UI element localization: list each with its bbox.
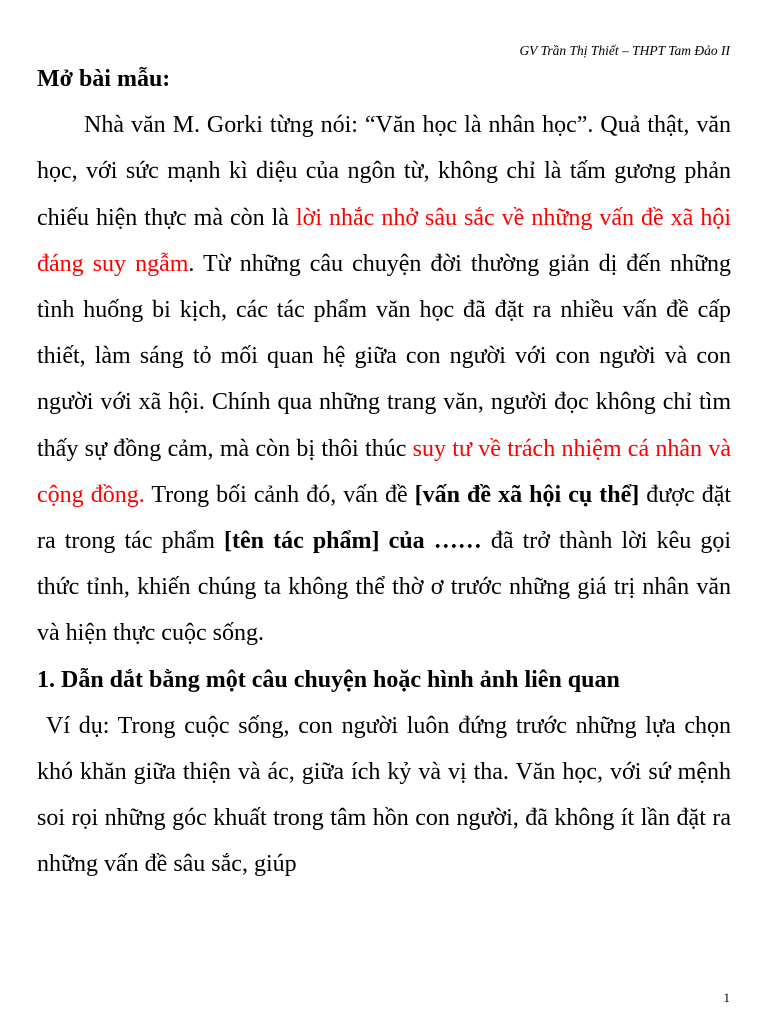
intro-text-2: . Từ những câu chuyện đời thường giản dị đến những tình huống bi kịch, các tác phẩm văn học đã đặt ra nhiều vấn đề cấp thiết, làm sáng tỏ mối quan hệ giữa con người với con người và con người với xã hội. Chính qua những trang văn, người đọc không chỉ tìm thấy sự đồng cảm, mà còn bị thôi thúc — [37, 250, 731, 462]
intro-text-1: Nhà văn M. Gorki từng nói: “Văn học là nhân học”. Quả thật, văn học, với sức mạnh kì diệu của ngôn từ, không chỉ là tấm gương phản chiếu hiện thực mà còn là — [37, 112, 731, 231]
header-author-note: GV Trần Thị Thiết – THPT Tam Đảo II — [519, 43, 730, 58]
highlight-red-2: suy tư về trách nhiệm cá nhân và cộng đồng. — [37, 435, 731, 508]
example-paragraph: Ví dụ: Trong cuộc sống, con người luôn đứng trước những lựa chọn khó khăn giữa thiện và ác, giữa ích kỷ và vị tha. Văn học, với sứ mệnh soi rọi những góc khuất trong tâm hồn con người, đã không ít lần đặt ra những vấn đề sâu sắc, giúp — [37, 712, 731, 878]
placeholder-social-issue: [vấn đề xã hội cụ thể] — [414, 481, 640, 508]
intro-text-3: Trong bối cảnh đó, vấn đề — [144, 481, 415, 508]
intro-paragraph — [37, 102, 731, 656]
heading-method-1: 1. Dẫn dắt bằng một câu chuyện hoặc hình ảnh liên quan — [37, 666, 620, 693]
document-body — [37, 56, 731, 888]
intro-text-5: đã trở thành lời kêu gọi thức tỉnh, khiến chúng ta không thể thờ ơ trước những giá trị nhân văn và hiện thực cuộc sống. — [37, 528, 731, 647]
highlight-red-1: lời nhắc nhở sâu sắc về những vấn đề xã hội đáng suy ngẫm — [37, 204, 731, 277]
section-title: Mở bài mẫu: — [37, 66, 171, 92]
placeholder-work-title: [tên tác phẩm] của …… — [224, 528, 482, 555]
intro-text-4: được đặt ra trong tác phẩm — [37, 481, 732, 555]
page-number: 1 — [723, 990, 730, 1005]
